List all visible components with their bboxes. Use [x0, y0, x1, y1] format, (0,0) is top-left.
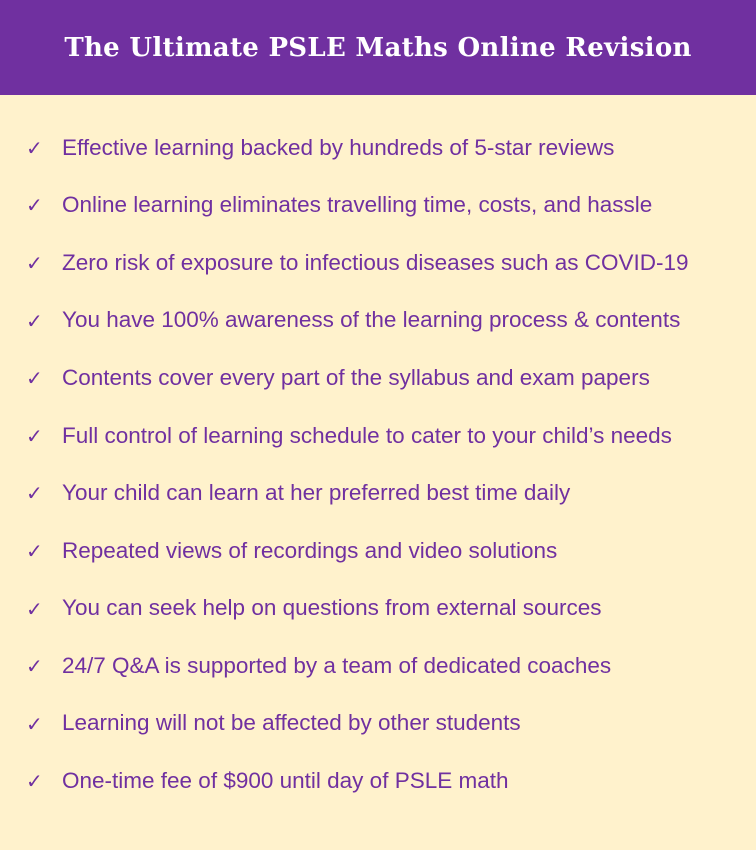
benefits-list — [0, 119, 756, 810]
check-icon: ✓ — [26, 711, 43, 736]
list-item-label: Your child can learn at her preferred best time daily — [62, 480, 571, 506]
list-item-label: Full control of learning schedule to cater to your child’s needs — [62, 422, 672, 448]
list-item — [0, 465, 756, 523]
list-item-label: You have 100% awareness of the learning process & contents — [62, 307, 681, 333]
list-item — [0, 234, 756, 292]
header-banner — [0, 0, 756, 95]
check-icon: ✓ — [26, 250, 43, 275]
check-icon: ✓ — [26, 654, 43, 679]
list-item-label: Effective learning backed by hundreds of 5-star reviews — [62, 134, 615, 160]
list-item — [0, 753, 756, 811]
list-item — [0, 637, 756, 695]
list-item — [0, 580, 756, 638]
list-item-label: One-time fee of $900 until day of PSLE math — [62, 768, 509, 794]
page-title: The Ultimate PSLE Maths Online Revision — [64, 32, 692, 63]
list-item-label: Repeated views of recordings and video solutions — [62, 537, 558, 563]
list-item — [0, 177, 756, 235]
list-item-label: Contents cover every part of the syllabus and exam papers — [62, 364, 650, 390]
check-icon: ✓ — [26, 308, 43, 333]
list-item — [0, 292, 756, 350]
check-icon: ✓ — [26, 135, 43, 160]
list-item — [0, 522, 756, 580]
check-icon: ✓ — [26, 769, 43, 794]
list-item — [0, 695, 756, 753]
check-icon: ✓ — [26, 481, 43, 506]
list-item-label: Learning will not be affected by other students — [62, 710, 521, 736]
list-item — [0, 119, 756, 177]
list-item-label: Zero risk of exposure to infectious diseases such as COVID-19 — [62, 249, 689, 275]
check-icon: ✓ — [26, 538, 43, 563]
list-item-label: Online learning eliminates travelling time, costs, and hassle — [62, 192, 653, 218]
list-item — [0, 407, 756, 465]
list-item — [0, 349, 756, 407]
list-item-label: You can seek help on questions from external sources — [62, 595, 602, 621]
list-item-label: 24/7 Q&A is supported by a team of dedicated coaches — [62, 652, 612, 678]
check-icon: ✓ — [26, 423, 43, 448]
check-icon: ✓ — [26, 366, 43, 391]
check-icon: ✓ — [26, 596, 43, 621]
check-icon: ✓ — [26, 193, 43, 218]
